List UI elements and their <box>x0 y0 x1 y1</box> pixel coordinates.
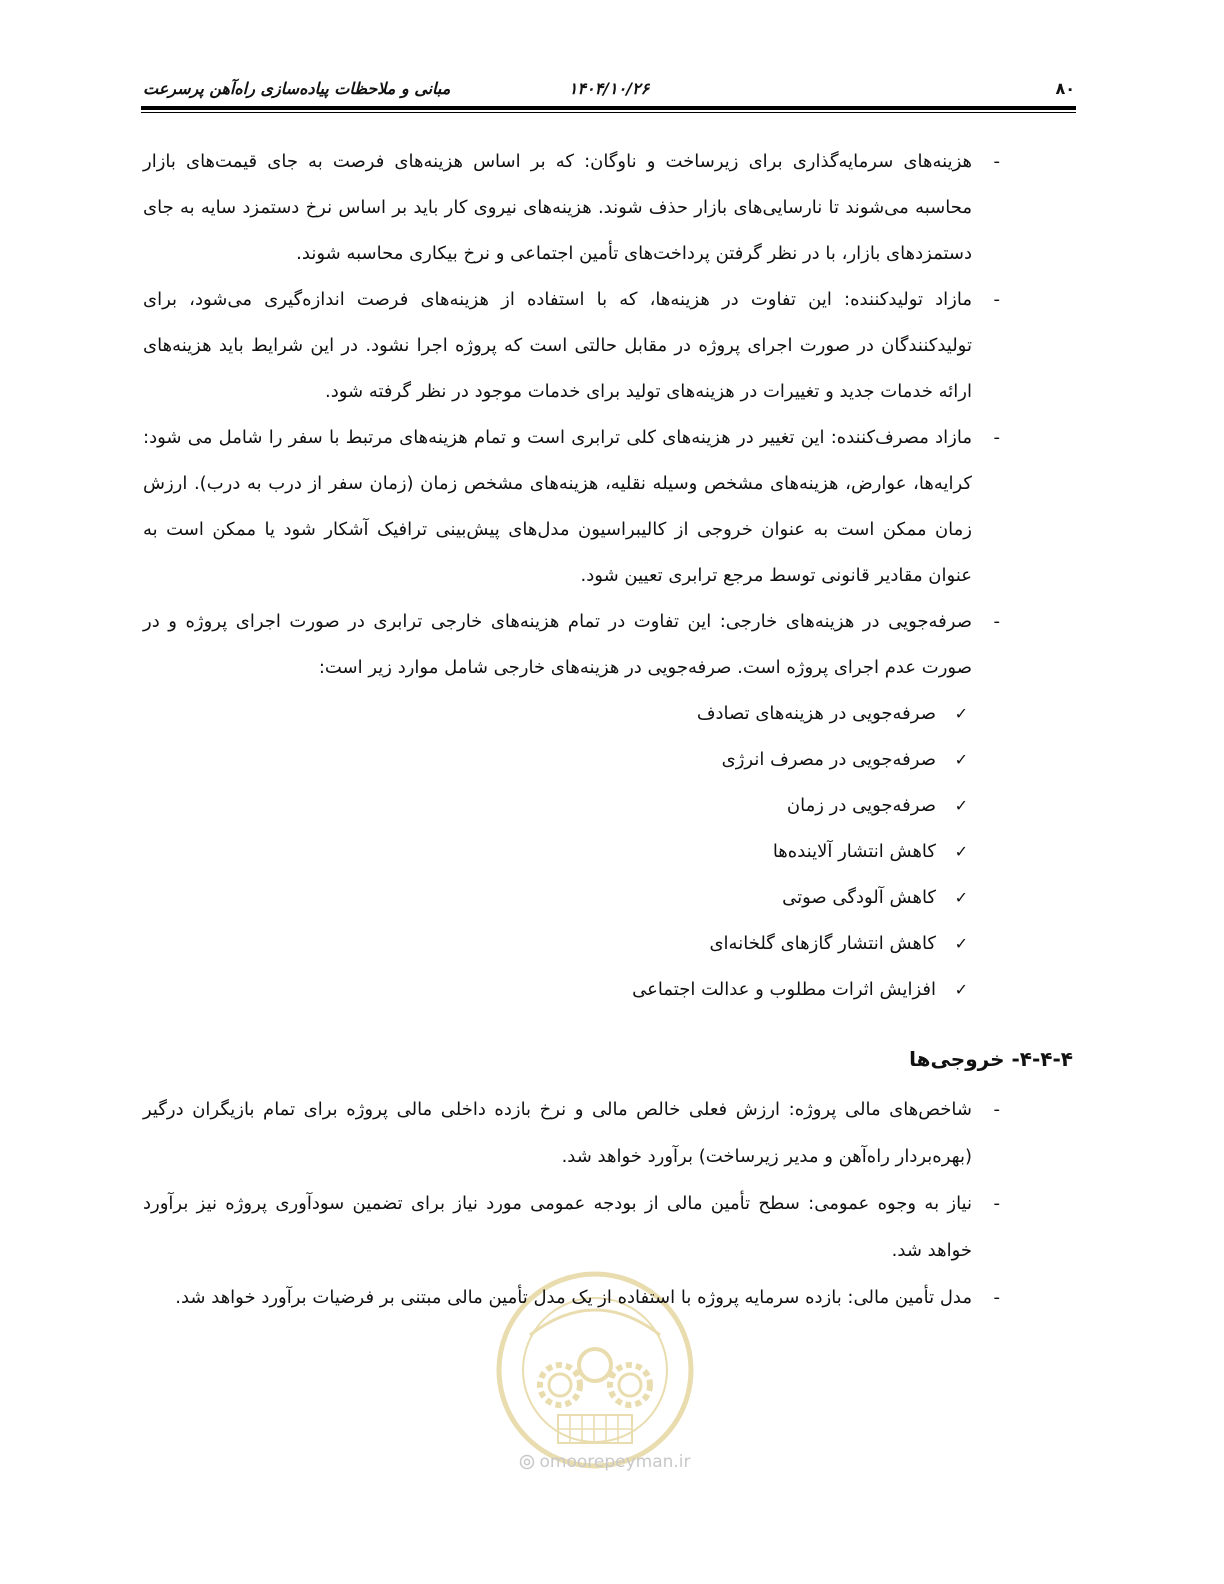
check-icon: ✓ <box>954 888 968 907</box>
check-icon: ✓ <box>954 934 968 953</box>
section-heading <box>143 1036 1073 1082</box>
checklist-item-text: صرفه‌جویی در زمان <box>786 795 936 816</box>
list-item <box>143 139 1005 277</box>
checklist-item-text: صرفه‌جویی در مصرف انرژی <box>721 749 936 770</box>
check-icon: ✓ <box>954 796 968 815</box>
checklist-item <box>143 829 1005 875</box>
checklist-item <box>143 691 1005 737</box>
list-item-text: مدل تأمین مالی: بازده سرمایه پروژه با استفاده از یک مدل تأمین مالی مبتنی بر فرضیات برآورد خواهد شد. <box>175 1287 972 1308</box>
list-item-text: مازاد مصرف‌کننده: این تغییر در هزینه‌های کلی ترابری است و تمام هزینه‌های مرتبط با سفر را شامل می شود: کرایه‌ها، عوارض، هزینه‌های مشخص وسیله نقلیه، هزینه‌های مشخص زمان (زمان سفر از درب به درب). ارزش زمان ممکن است به عنوان خروجی از کالیبراسیون مدل‌های پیش‌بینی ترافیک آشکار شود یا ممکن است به عنوان مقادیر قانونی توسط مرجع ترابری تعیین شود. <box>143 427 972 586</box>
checklist-item <box>143 737 1005 783</box>
list-item <box>143 599 1005 691</box>
check-icon: ✓ <box>954 842 968 861</box>
page-body <box>143 139 1073 1321</box>
checklist-item-text: صرفه‌جویی در هزینه‌های تصادف <box>696 703 936 724</box>
document-title: مبانی و ملاحظات پیاده‌سازی راه‌آهن پرسرعت <box>143 78 451 98</box>
list-item-text: نیاز به وجوه عمومی: سطح تأمین مالی از بودجه عمومی مورد نیاز برای تضمین سودآوری پروژه نیز برآورد خواهد شد. <box>143 1193 972 1261</box>
list-item <box>143 277 1005 415</box>
running-header <box>143 72 1075 104</box>
list-item <box>143 1180 1005 1274</box>
checklist-item <box>143 921 1005 967</box>
list-item <box>143 1086 1005 1180</box>
list-item-text: مازاد تولیدکننده: این تفاوت در هزینه‌ها، که با استفاده از هزینه‌های فرصت اندازه‌گیری می‌شود، برای تولیدکنندگان در صورت اجرای پروژه در مقابل حالتی است که پروژه اجرا نشود. در این شرایط باید هزینه‌های ارائه خدمات جدید و تغییرات در هزینه‌های تولید برای خدمات موجود در نظر گرفته شود. <box>143 289 972 402</box>
section-number: ۴-۴-۴- <box>1011 1047 1073 1071</box>
checklist-item-text: کاهش آلودگی صوتی <box>782 887 936 908</box>
checklist-item-text: افزایش اثرات مطلوب و عدالت اجتماعی <box>632 979 936 1000</box>
list-item-text: صرفه‌جویی در هزینه‌های خارجی: این تفاوت در تمام هزینه‌های خارجی ترابری در صورت اجرای پروژه و در صورت عدم اجرای پروژه است. صرفه‌جویی در هزینه‌های خارجی شامل موارد زیر است: <box>143 611 972 678</box>
outputs-list <box>143 1086 1005 1321</box>
section-title: خروجی‌ها <box>909 1047 1005 1071</box>
checklist-item-text: کاهش انتشار گازهای گلخانه‌ای <box>709 933 936 954</box>
bullet-dash: - <box>993 289 1000 310</box>
list-item <box>143 415 1005 599</box>
check-icon: ✓ <box>954 980 968 999</box>
checklist-item <box>143 783 1005 829</box>
list-item-text: شاخص‌های مالی پروژه: ارزش فعلی خالص مالی و نرخ بازده داخلی مالی پروژه برای تمام بازیگران درگیر (بهره‌بردار راه‌آهن و مدیر زیرساخت) برآورد خواهد شد. <box>143 1099 972 1167</box>
page-number: ۸۰ <box>1055 78 1075 98</box>
check-icon: ✓ <box>954 750 968 769</box>
bullet-dash: - <box>993 1287 1000 1308</box>
checklist-item-text: کاهش انتشار آلاینده‌ها <box>772 841 936 862</box>
check-icon: ✓ <box>954 704 968 723</box>
bullet-dash: - <box>993 611 1000 632</box>
header-date: ۱۴۰۴/۱۰/۲۶ <box>568 78 650 98</box>
bullet-dash: - <box>993 151 1000 172</box>
list-item-text: هزینه‌های سرمایه‌گذاری برای زیرساخت و ناوگان: که بر اساس هزینه‌های فرصت به جای قیمت‌های بازار محاسبه می‌شوند تا نارسایی‌های بازار حذف شوند. هزینه‌های نیروی کار باید بر اساس نرخ دستمزد سایه به جای دستمزدهای بازار، با در نظر گرفتن پرداخت‌های تأمین اجتماعی و نرخ بیکاری محاسبه شوند. <box>143 151 972 264</box>
checklist <box>143 691 1005 1013</box>
at-sign-icon <box>519 1454 535 1470</box>
bullet-dash: - <box>993 427 1000 448</box>
checklist-item <box>143 967 1005 1013</box>
bullet-dash: - <box>993 1193 1000 1214</box>
header-divider <box>141 106 1076 113</box>
watermark-url <box>500 1450 710 1474</box>
bullet-dash: - <box>993 1099 1000 1120</box>
list-item <box>143 1274 1005 1321</box>
watermark-text: omoorepeyman.ir <box>539 1452 691 1472</box>
checklist-item <box>143 875 1005 921</box>
